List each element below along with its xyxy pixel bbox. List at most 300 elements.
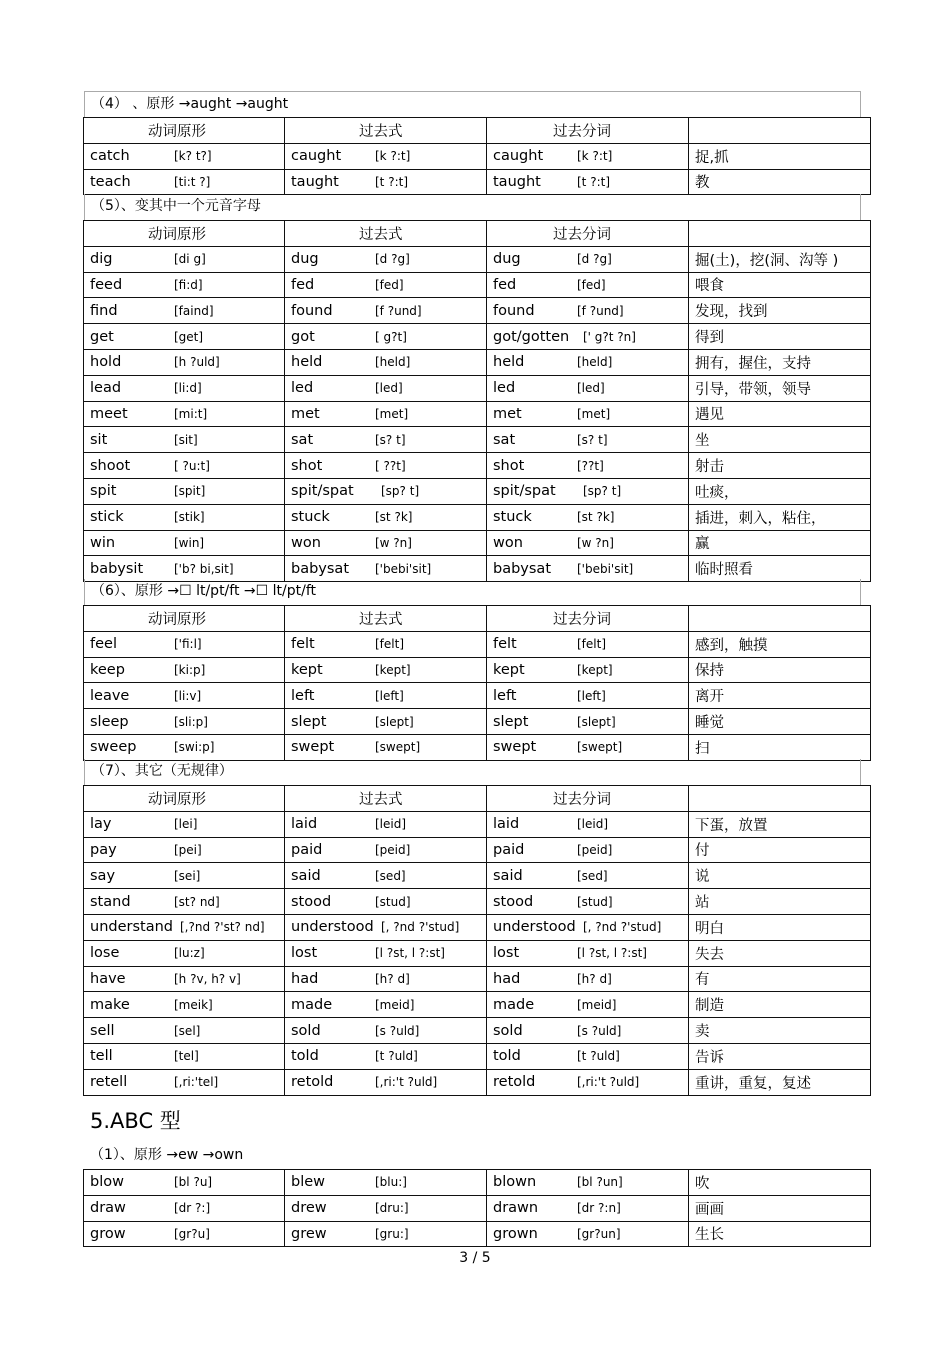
table-row [84, 1195, 871, 1221]
verb-word: leave [90, 687, 130, 704]
verb-word: babysat [493, 560, 551, 577]
past-tense-cell [285, 324, 487, 350]
verb-word: spit [90, 483, 117, 500]
verb-word: got/gotten [493, 328, 570, 345]
phonetic: [k ?:t] [577, 149, 613, 164]
phonetic: ['bebi'sit] [375, 561, 432, 576]
phonetic: [k? t?] [174, 149, 212, 164]
past-participle-cell [487, 298, 689, 324]
phonetic: [fed] [375, 277, 404, 292]
verb-word: sat [493, 431, 516, 448]
phonetic: [swi:p] [174, 740, 215, 755]
column-header: 过去式 [285, 786, 487, 812]
past-participle-cell [487, 504, 689, 530]
verb-word: stick [90, 509, 124, 526]
phonetic: [gr?un] [577, 1226, 621, 1241]
verb-word: dug [493, 251, 521, 268]
phonetic: [sed] [577, 868, 608, 883]
past-participle-cell [487, 427, 689, 453]
verb-word: feed [90, 276, 123, 293]
phonetic: [' g?t ?n] [583, 329, 636, 344]
verb-word: sleep [90, 713, 129, 730]
table-row [84, 837, 871, 863]
phonetic: [s ?uld] [577, 1023, 622, 1038]
base-form-cell [84, 324, 285, 350]
verb-word: stand [90, 893, 131, 910]
column-header: 动词原形 [84, 221, 285, 247]
phonetic: [l ?st, l ?:st] [577, 946, 647, 961]
meaning-cell: 付 [689, 837, 871, 863]
phonetic: [swept] [375, 740, 421, 755]
phonetic: [w ?n] [577, 535, 614, 550]
table-row [84, 889, 871, 915]
table-row [84, 683, 871, 709]
verb-word: shoot [90, 457, 131, 474]
verb-word: babysit [90, 560, 144, 577]
column-header [689, 221, 871, 247]
base-form-cell [84, 811, 285, 837]
verb-word: met [493, 405, 522, 422]
meaning-cell: 明白 [689, 914, 871, 940]
past-participle-cell [487, 1195, 689, 1221]
table-row [84, 504, 871, 530]
verb-word: held [493, 354, 525, 371]
verb-word: made [493, 996, 535, 1013]
phonetic: [ g?t] [375, 329, 407, 344]
phonetic: [spit] [174, 484, 206, 499]
phonetic: [pei] [174, 842, 202, 857]
verb-word: dig [90, 251, 113, 268]
table-row [84, 169, 871, 195]
phonetic: [kept] [375, 662, 411, 677]
past-tense-cell [285, 349, 487, 375]
table-row [84, 734, 871, 760]
phonetic: [stud] [375, 894, 411, 909]
verb-word: catch [90, 148, 130, 165]
phonetic: [h ?uld] [174, 355, 220, 370]
verb-word: fed [291, 276, 315, 293]
base-form-cell [84, 375, 285, 401]
past-participle-cell [487, 734, 689, 760]
column-header [689, 606, 871, 632]
meaning-cell: 重讲，重复，复述 [689, 1069, 871, 1095]
past-participle-cell [487, 992, 689, 1018]
verb-word: sit [90, 431, 108, 448]
phonetic: [??t] [577, 458, 604, 473]
section-title-4: （4） 、原形 →aught →aught [84, 91, 861, 117]
verb-word: had [291, 970, 319, 987]
phonetic: [stik] [174, 510, 205, 525]
phonetic: [faind] [174, 303, 214, 318]
past-participle-cell [487, 324, 689, 350]
verb-word: caught [291, 148, 342, 165]
phonetic: [sp? t] [381, 484, 420, 499]
phonetic: [h? d] [375, 971, 410, 986]
verb-word: lost [291, 945, 318, 962]
phonetic: [sel] [174, 1023, 201, 1038]
meaning-cell: 告诉 [689, 1043, 871, 1069]
base-form-cell [84, 1069, 285, 1095]
base-form-cell [84, 143, 285, 169]
past-tense-cell [285, 966, 487, 992]
verb-word: shot [291, 457, 323, 474]
phonetic: [st ?k] [375, 510, 413, 525]
phonetic: [li:d] [174, 381, 202, 396]
verb-word: taught [493, 173, 541, 190]
column-header: 动词原形 [84, 118, 285, 144]
base-form-cell [84, 1221, 285, 1247]
verb-word: meet [90, 405, 128, 422]
phonetic: [s ?uld] [375, 1023, 420, 1038]
base-form-cell [84, 1170, 285, 1196]
verb-word: dug [291, 251, 319, 268]
table-row [84, 1170, 871, 1196]
table-row [84, 324, 871, 350]
past-participle-cell [487, 837, 689, 863]
past-tense-cell [285, 375, 487, 401]
table-row [84, 556, 871, 582]
past-participle-cell [487, 349, 689, 375]
verb-word: grew [291, 1225, 327, 1242]
table-row [84, 992, 871, 1018]
table-row [84, 427, 871, 453]
past-participle-cell [487, 1018, 689, 1044]
meaning-cell: 引导，带领，领导 [689, 375, 871, 401]
table-row [84, 272, 871, 298]
meaning-cell: 赢 [689, 530, 871, 556]
past-participle-cell [487, 530, 689, 556]
verb-word: sell [90, 1022, 115, 1039]
verb-word: left [493, 687, 517, 704]
past-tense-cell [285, 169, 487, 195]
phonetic: [l ?st, l ?:st] [375, 946, 445, 961]
past-tense-cell [285, 427, 487, 453]
base-form-cell [84, 272, 285, 298]
verb-word: laid [493, 816, 520, 833]
verb-word: understand [90, 919, 173, 936]
verb-word: retell [90, 1074, 128, 1091]
column-header [689, 118, 871, 144]
past-participle-cell [487, 683, 689, 709]
past-participle-cell [487, 1069, 689, 1095]
past-tense-cell [285, 556, 487, 582]
phonetic: [fed] [577, 277, 606, 292]
meaning-cell: 射击 [689, 453, 871, 479]
phonetic: [dr ?:n] [577, 1201, 621, 1216]
table-header-row [84, 786, 871, 812]
phonetic: [bl ?u] [174, 1175, 213, 1190]
table-row [84, 298, 871, 324]
verb-word: grow [90, 1225, 126, 1242]
section-title-5: （5）、变其中一个元音字母 [84, 194, 861, 220]
meaning-cell: 得到 [689, 324, 871, 350]
phonetic: [blu:] [375, 1175, 407, 1190]
past-participle-cell [487, 811, 689, 837]
past-tense-cell [285, 657, 487, 683]
table-row [84, 966, 871, 992]
phonetic: [t ?uld] [375, 1049, 418, 1064]
meaning-cell: 生长 [689, 1221, 871, 1247]
past-tense-cell [285, 1221, 487, 1247]
base-form-cell [84, 504, 285, 530]
past-tense-cell [285, 1018, 487, 1044]
verb-word: grown [493, 1225, 538, 1242]
verb-word: hold [90, 354, 122, 371]
phonetic: [stud] [577, 894, 613, 909]
phonetic: [left] [577, 688, 606, 703]
section-title-6: （6）、原形 →☐ lt/pt/ft →☐ lt/pt/ft [84, 579, 861, 605]
column-header: 过去式 [285, 118, 487, 144]
phonetic: [st? nd] [174, 894, 220, 909]
base-form-cell [84, 401, 285, 427]
table-row [84, 657, 871, 683]
verb-word: left [291, 687, 315, 704]
verb-word: got [291, 328, 315, 345]
abc-heading: 5.ABC 型 [90, 1109, 181, 1133]
phonetic: [sei] [174, 868, 201, 883]
past-participle-cell [487, 556, 689, 582]
meaning-cell: 捉,抓 [689, 143, 871, 169]
section-title-7: （7）、其它（无规律） [84, 759, 861, 785]
verb-table-7 [83, 785, 871, 1096]
phonetic: [tel] [174, 1049, 199, 1064]
verb-word: get [90, 328, 114, 345]
verb-word: felt [291, 636, 315, 653]
table-row [84, 631, 871, 657]
past-participle-cell [487, 401, 689, 427]
past-tense-cell [285, 914, 487, 940]
meaning-cell: 临时照看 [689, 556, 871, 582]
base-form-cell [84, 246, 285, 272]
verb-word: blow [90, 1174, 124, 1191]
verb-word: sold [291, 1022, 321, 1039]
verb-word: stood [493, 893, 534, 910]
verb-word: laid [291, 816, 318, 833]
table-row [84, 940, 871, 966]
verb-table-4 [83, 117, 871, 195]
verb-word: make [90, 996, 130, 1013]
table-header-row [84, 118, 871, 144]
phonetic: [s? t] [577, 432, 608, 447]
phonetic: ['b? bi,sit] [174, 561, 234, 576]
past-tense-cell [285, 143, 487, 169]
table-row [84, 246, 871, 272]
table-row [84, 1043, 871, 1069]
verb-word: slept [493, 713, 529, 730]
past-tense-cell [285, 272, 487, 298]
table-header-row [84, 221, 871, 247]
base-form-cell [84, 478, 285, 504]
verb-word: led [493, 380, 516, 397]
base-form-cell [84, 914, 285, 940]
past-tense-cell [285, 1195, 487, 1221]
column-header: 动词原形 [84, 606, 285, 632]
phonetic: [met] [577, 406, 611, 421]
table-row [84, 530, 871, 556]
verb-table-6 [83, 605, 871, 761]
table-row [84, 143, 871, 169]
base-form-cell [84, 631, 285, 657]
verb-word: blown [493, 1174, 537, 1191]
verb-word: lost [493, 945, 520, 962]
phonetic: [peid] [375, 842, 411, 857]
phonetic: [,ri:'t ?uld] [375, 1075, 438, 1090]
meaning-cell: 吐痰， [689, 478, 871, 504]
table-row [84, 1069, 871, 1095]
meaning-cell: 下蛋，放置 [689, 811, 871, 837]
verb-word: kept [493, 661, 525, 678]
meaning-cell: 掘(土)，挖(洞、沟等 ) [689, 246, 871, 272]
base-form-cell [84, 349, 285, 375]
phonetic: [ ??t] [375, 458, 406, 473]
verb-word: slept [291, 713, 327, 730]
phonetic: [k ?:t] [375, 149, 411, 164]
verb-word: swept [493, 739, 537, 756]
base-form-cell [84, 940, 285, 966]
column-header: 过去式 [285, 221, 487, 247]
base-form-cell [84, 453, 285, 479]
verb-word: found [493, 302, 535, 319]
past-tense-cell [285, 889, 487, 915]
verb-word: pay [90, 841, 117, 858]
table-row [84, 1018, 871, 1044]
verb-word: lay [90, 816, 112, 833]
meaning-cell: 画画 [689, 1195, 871, 1221]
phonetic: [leid] [375, 817, 407, 832]
phonetic: [bl ?un] [577, 1175, 623, 1190]
past-participle-cell [487, 966, 689, 992]
verb-word: keep [90, 661, 125, 678]
verb-word: drew [291, 1200, 327, 1217]
past-tense-cell [285, 453, 487, 479]
past-tense-cell [285, 530, 487, 556]
past-participle-cell [487, 1170, 689, 1196]
phonetic: [h ?v, h? v] [174, 971, 241, 986]
meaning-cell: 失去 [689, 940, 871, 966]
past-tense-cell [285, 298, 487, 324]
table-row [84, 863, 871, 889]
verb-word: tell [90, 1048, 113, 1065]
meaning-cell: 扫 [689, 734, 871, 760]
base-form-cell [84, 169, 285, 195]
verb-word: sat [291, 431, 314, 448]
column-header [689, 786, 871, 812]
past-participle-cell [487, 272, 689, 298]
column-header: 过去分词 [487, 786, 689, 812]
verb-word: lead [90, 380, 122, 397]
past-tense-cell [285, 734, 487, 760]
meaning-cell: 有 [689, 966, 871, 992]
verb-word: understood [291, 919, 374, 936]
phonetic: ['bebi'sit] [577, 561, 634, 576]
verb-word: met [291, 405, 320, 422]
past-tense-cell [285, 940, 487, 966]
verb-word: told [493, 1048, 521, 1065]
verb-word: babysat [291, 560, 349, 577]
base-form-cell [84, 298, 285, 324]
past-participle-cell [487, 246, 689, 272]
phonetic: [sed] [375, 868, 406, 883]
past-participle-cell [487, 657, 689, 683]
phonetic: [t ?:t] [577, 174, 610, 189]
column-header: 过去分词 [487, 606, 689, 632]
phonetic: [f ?und] [375, 303, 422, 318]
phonetic: [gru:] [375, 1226, 409, 1241]
phonetic: [slept] [577, 714, 616, 729]
past-tense-cell [285, 837, 487, 863]
phonetic: [t ?:t] [375, 174, 408, 189]
phonetic: [sp? t] [583, 484, 622, 499]
phonetic: [meid] [577, 997, 617, 1012]
meaning-cell: 拥有，握住，支持 [689, 349, 871, 375]
past-tense-cell [285, 1043, 487, 1069]
verb-word: stuck [291, 509, 330, 526]
phonetic: [d ?g] [375, 252, 410, 267]
phonetic: [w ?n] [375, 535, 412, 550]
past-tense-cell [285, 863, 487, 889]
phonetic: [h? d] [577, 971, 612, 986]
past-tense-cell [285, 401, 487, 427]
verb-table-5 [83, 220, 871, 582]
base-form-cell [84, 734, 285, 760]
verb-word: have [90, 970, 126, 987]
past-tense-cell [285, 683, 487, 709]
base-form-cell [84, 889, 285, 915]
past-participle-cell [487, 169, 689, 195]
base-form-cell [84, 683, 285, 709]
phonetic: [led] [375, 381, 403, 396]
base-form-cell [84, 992, 285, 1018]
past-participle-cell [487, 143, 689, 169]
past-tense-cell [285, 478, 487, 504]
verb-word: had [493, 970, 521, 987]
phonetic: [d ?g] [577, 252, 612, 267]
meaning-cell: 保持 [689, 657, 871, 683]
phonetic: [held] [375, 355, 411, 370]
verb-word: stood [291, 893, 332, 910]
table-row [84, 1221, 871, 1247]
verb-word: draw [90, 1200, 126, 1217]
verb-word: spit/spat [493, 483, 556, 500]
verb-word: understood [493, 919, 576, 936]
phonetic: [t ?uld] [577, 1049, 620, 1064]
verb-word: found [291, 302, 333, 319]
verb-word: felt [493, 636, 517, 653]
phonetic: [left] [375, 688, 404, 703]
verb-word: made [291, 996, 333, 1013]
table-header-row [84, 606, 871, 632]
verb-word: won [493, 534, 523, 551]
past-participle-cell [487, 889, 689, 915]
phonetic: [felt] [577, 637, 607, 652]
base-form-cell [84, 709, 285, 735]
meaning-cell: 遇见 [689, 401, 871, 427]
past-tense-cell [285, 1069, 487, 1095]
past-participle-cell [487, 375, 689, 401]
verb-word: taught [291, 173, 339, 190]
phonetic: [felt] [375, 637, 405, 652]
phonetic: [mi:t] [174, 406, 208, 421]
phonetic: [ki:p] [174, 662, 206, 677]
phonetic: [sli:p] [174, 714, 208, 729]
base-form-cell [84, 863, 285, 889]
verb-word: paid [493, 841, 525, 858]
verb-word: retold [291, 1074, 334, 1091]
meaning-cell: 吹 [689, 1170, 871, 1196]
past-tense-cell [285, 504, 487, 530]
phonetic: [meik] [174, 997, 213, 1012]
base-form-cell [84, 1195, 285, 1221]
